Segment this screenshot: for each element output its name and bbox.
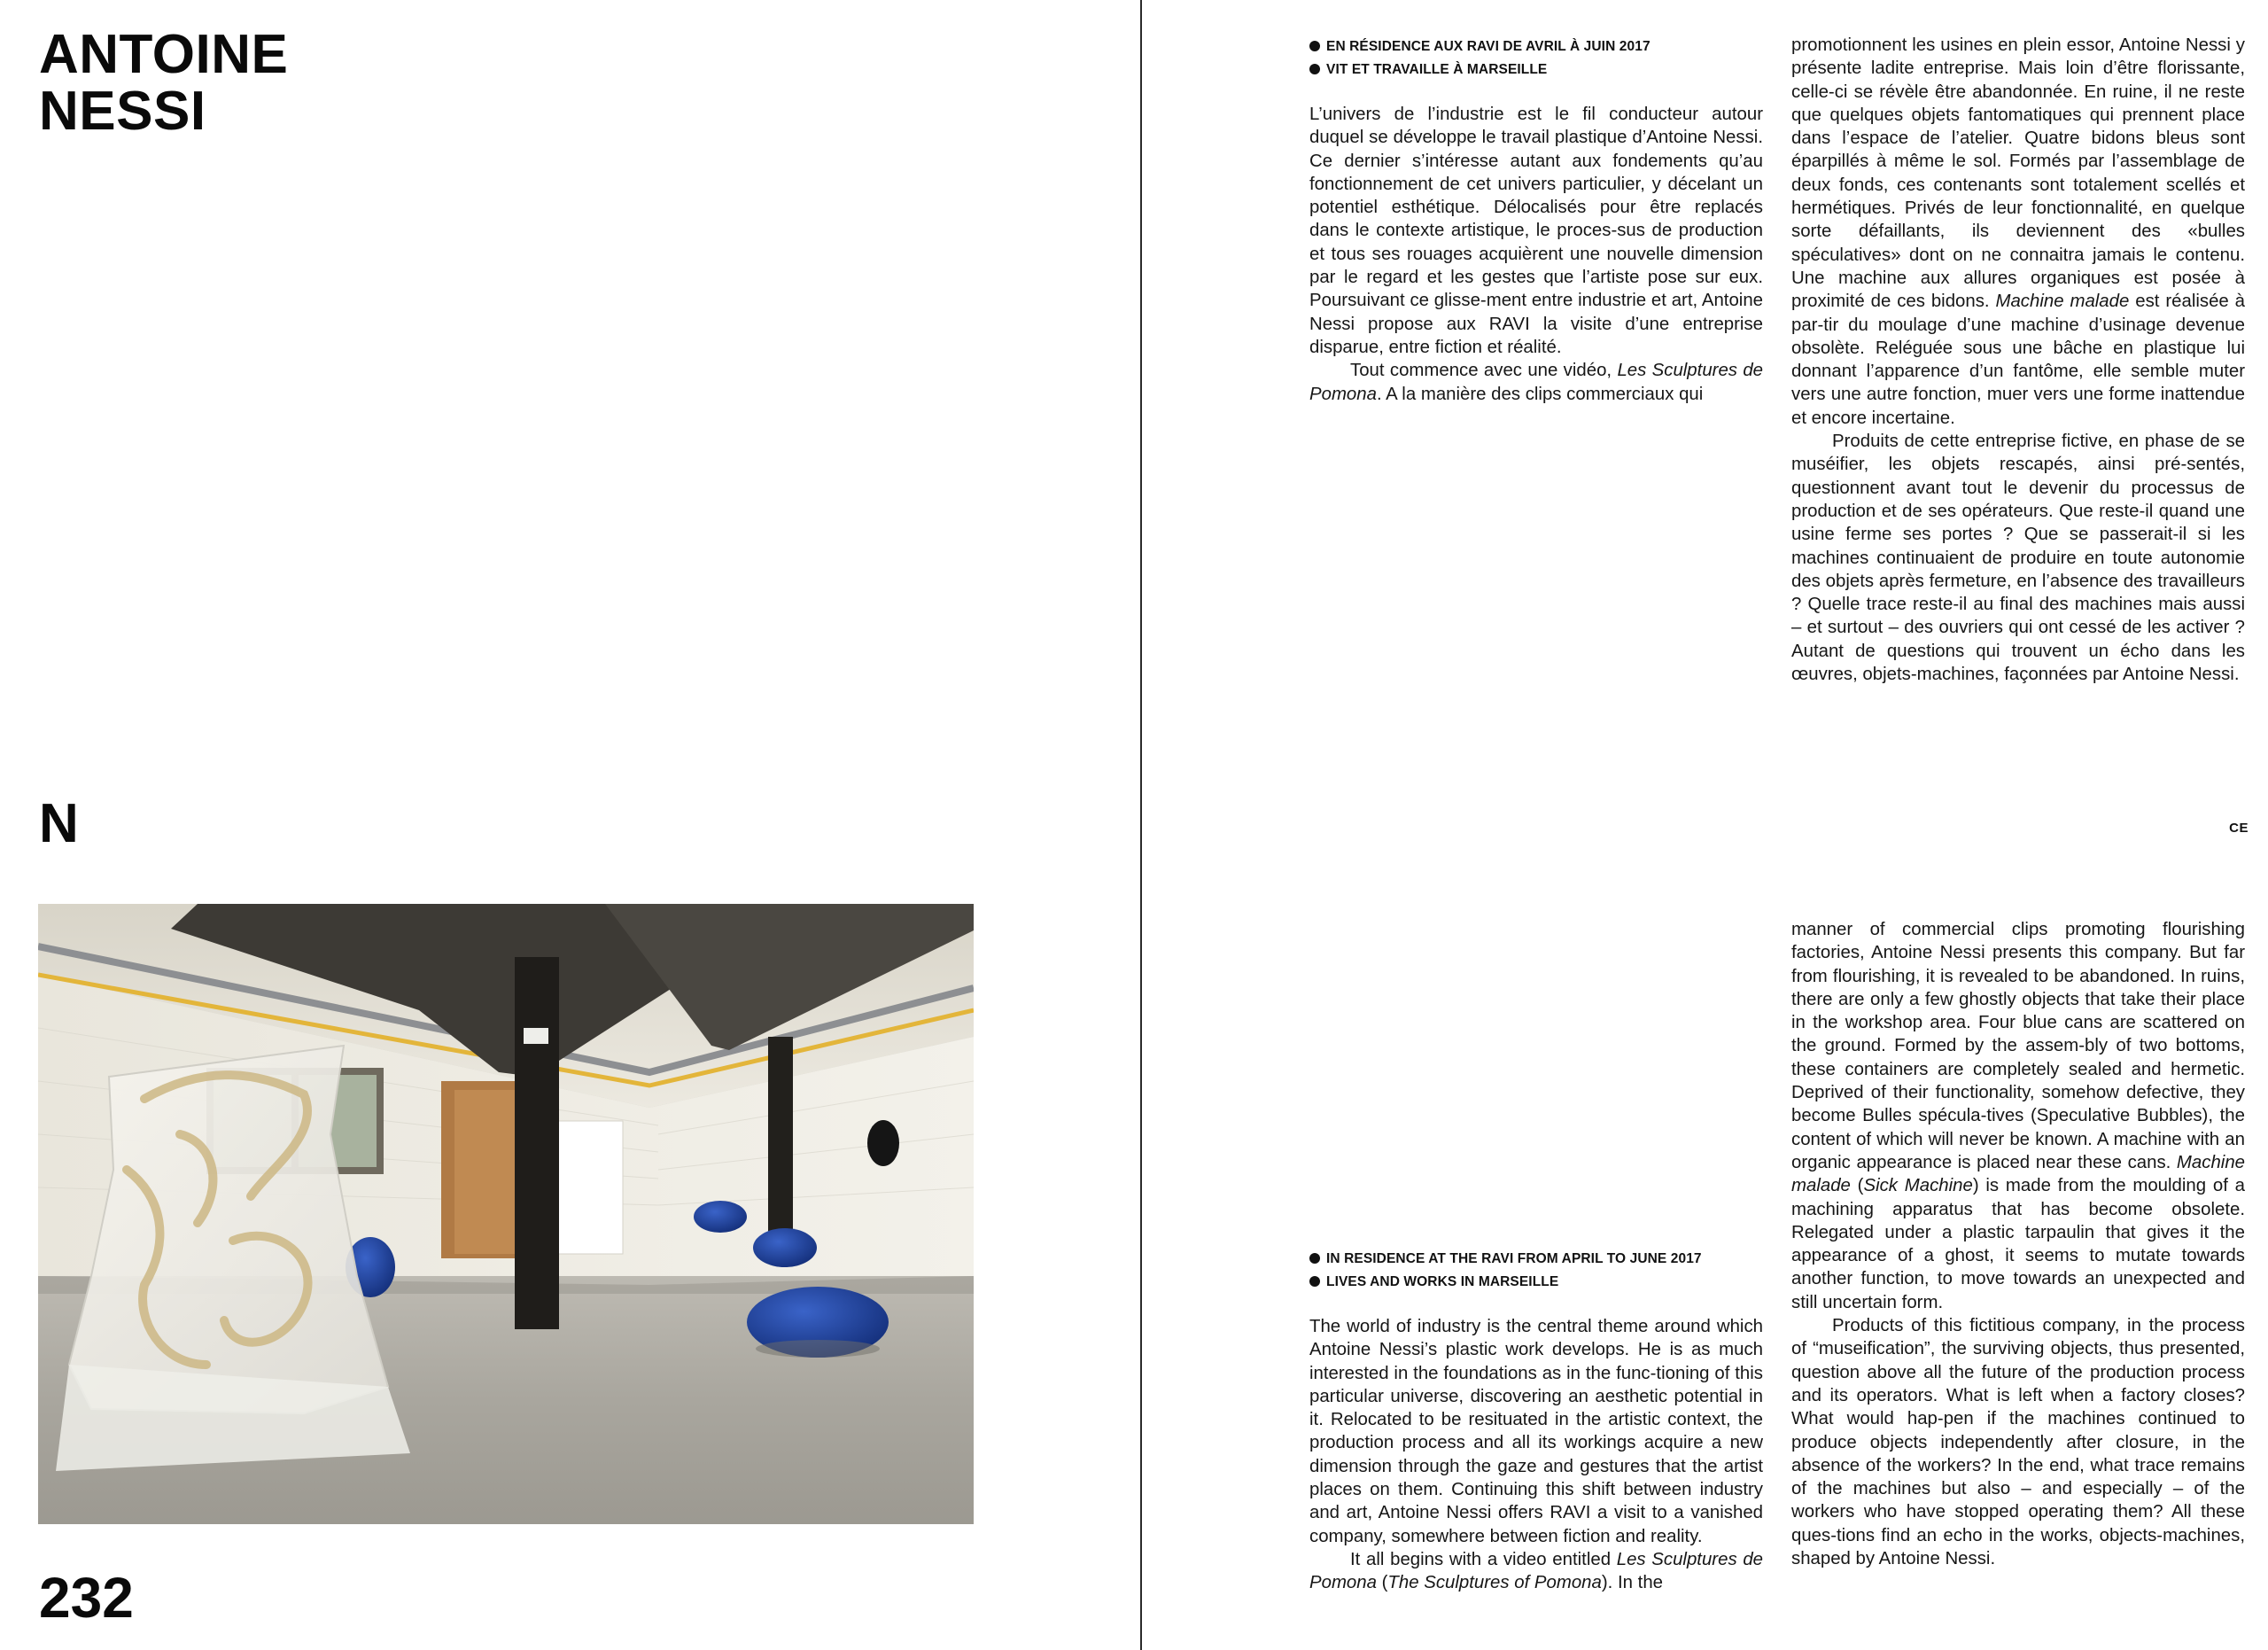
gutter-line (1140, 0, 1142, 1650)
english-machine-title: Machine malade (1791, 1152, 2245, 1196)
english-meta-lives-text: LIVES AND WORKS IN MARSEILLE (1326, 1274, 1559, 1289)
french-p3-end: est réalisée à par-tir du moulage d’une machine d’usinage devenue obsolète. Reléguée sous une bâche en plastique lui donnant l’apparence d’un fantôme, elle semble muter vers une autre fonction, muer vers une forme inattendue et encore incertaine. (1791, 292, 2245, 428)
english-p2-paren: ( (1376, 1573, 1388, 1593)
english-p3-paren: ( (1850, 1176, 1864, 1196)
french-p2-end: . A la manière des clips commerciaux qui (1376, 384, 1704, 404)
english-meta-lives (1309, 1271, 1702, 1294)
english-p3-end: ) is made from the moulding of a machining apparatus that has become obsolete. Relegated under a plastic tarpaulin that gives it the appearance of a ghost, it seems to mutate towards another function, to move towards an unexpected and still uncertain form. (1791, 1176, 2245, 1312)
bullet-icon (1309, 64, 1320, 74)
english-meta-residence (1309, 1248, 1702, 1271)
artist-name (39, 24, 289, 142)
english-paragraph-4: Products of this fictitious company, in the process of “museification”, the surviving objects, thus presented, question above all the future of the production process and its operators. What is left when a factory closes? What would hap-pen if the machines continued to produce objects independently after closure, in the absence of the workers? In the end, what trace remains of the machines but also – and especially – of the workers who have stopped operating them? All these ques-tions find an echo in the works, objects-machines, shaped by Antoine Nessi. (1791, 1316, 2245, 1569)
french-video-title: Les Sculptures de Pomona (1309, 361, 1763, 404)
english-meta-list (1309, 1248, 1702, 1294)
bullet-icon (1309, 1276, 1320, 1287)
right-page (1145, 0, 2268, 1650)
artist-name-line1: ANTOINE (39, 24, 289, 85)
english-video-title-translation: The Sculptures of Pomona (1387, 1573, 1602, 1593)
english-paragraph-2 (1309, 1548, 1763, 1595)
english-paragraph-3 (1791, 918, 2245, 1314)
french-paragraph-4: Produits de cette entreprise fictive, en phase de se muséifier, les objets rescapés, ainsi pré-sentés, questionnent avant tout le devenir du processus de production et de ses opérateurs. Que reste-il quand une usine ferme ses portes ? Que se passerait-il si les machines continuaient de produire en toute autonomie des objets après fermeture, en l’absence des travailleurs ? Quelle trace reste-il au final des machines mais aussi – et surtout – des ouvriers qui ont cessé de les activer ? Autant de questions qui trouvent un écho dans les œuvres, objets-machines, façonnées par Antoine Nessi. (1791, 432, 2245, 685)
french-meta-lives (1309, 58, 1651, 82)
french-p2-text: Tout commence avec une vidéo, (1350, 361, 1618, 381)
french-p3-text: promotionnent les usines en plein essor, Antoine Nessi y présente ladite entreprise. Mais loin d’être florissante, celle-ci se révèle être abandonnée. En ruine, il ne reste que quelques objets fantomatiques qui prennent place dans l’espace de l’atelier. Quatre bidons bleus sont éparpillés à même le sol. Formés par l’assemblage de deux fonds, ces contenants sont totalement scellés et hermétiques. Privés de leur fonctionnalité, en quelque sorte défaillants, ils deviennent des «bulles spéculatives» dont on ne connaitra jamais le contenu. Une machine aux allures organiques est posée à proximité de ces bidons. (1791, 35, 2245, 312)
index-letter: N (39, 793, 79, 854)
french-column-2 (1791, 34, 2245, 686)
french-paragraph-3 (1791, 34, 2245, 430)
french-meta-lives-text: VIT ET TRAVAILLE À MARSEILLE (1326, 62, 1548, 77)
installation-photo (38, 904, 974, 1524)
english-machine-title-translation: Sick Machine (1863, 1176, 1973, 1196)
page-number: 232 (39, 1566, 134, 1630)
english-video-title: Les Sculptures de Pomona (1309, 1549, 1764, 1593)
english-paragraph-1: The world of industry is the central theme around which Antoine Nessi’s plastic work develops. He is as much interested in the foundations as in the func-tioning of this particular universe, discovering an aesthetic potential in it. Relocated to be resituated in the artistic context, the production process and all its workings acquire a new dimension through the gaze and gestures that the artist places on them. Continuing this shift between industry and art, Antoine Nessi offers RAVI a visit to a vanished company, somewhere between fiction and reality. (1309, 1317, 1763, 1546)
bullet-icon (1309, 1253, 1320, 1264)
bullet-icon (1309, 41, 1320, 51)
english-p2-end: ). In the (1601, 1573, 1663, 1593)
french-paragraph-1: L’univers de l’industrie est le fil conducteur autour duquel se développe le travail plastique d’Antoine Nessi. Ce dernier s’intéresse autant aux fondements qu’au fonctionnement de cet univers particulier, y décelant un potentiel esthétique. Délocalisés pour être replacés dans le contexte artistique, le proces-sus de production et tous ses rouages acquièrent une nouvelle dimension par le regard et les gestes que l’artiste pose sur eux. Poursuivant ce glisse-ment entre industrie et art, Antoine Nessi propose aux RAVI la visite d’une entreprise disparue, entre fiction et réalité. (1309, 105, 1763, 357)
artist-name-line2: NESSI (39, 81, 206, 142)
french-machine-title: Machine malade (1995, 292, 2130, 312)
english-column-2 (1791, 918, 2245, 1570)
french-meta-residence (1309, 35, 1651, 58)
english-p2-text: It all begins with a video entitled (1350, 1549, 1617, 1569)
french-paragraph-2 (1309, 359, 1763, 406)
english-column-1 (1309, 1315, 1763, 1595)
installation-photo-image (38, 904, 974, 1524)
english-p3-text: manner of commercial clips promoting flourishing factories, Antoine Nessi presents this company. But far from flourishing, it is revealed to be abandoned. In ruins, there are only a few ghostly objects that take their place in the workshop area. Four blue cans are scattered on the ground. Formed by the assem-bly of two bottoms, these containers are completely sealed and hermetic. Deprived of their functionality, somehow defective, they become Bulles spécula-tives (Speculative Bubbles), the content of which will never be known. A machine with an organic appearance is placed near these cans. (1791, 920, 2245, 1172)
author-initials: CE (2229, 821, 2249, 836)
french-column-1 (1309, 103, 1763, 406)
english-meta-residence-text: IN RESIDENCE AT THE RAVI FROM APRIL TO JUNE 2017 (1326, 1251, 1702, 1266)
french-meta-residence-text: EN RÉSIDENCE AUX RAVI DE AVRIL À JUIN 2017 (1326, 39, 1651, 54)
french-meta-list (1309, 35, 1651, 82)
